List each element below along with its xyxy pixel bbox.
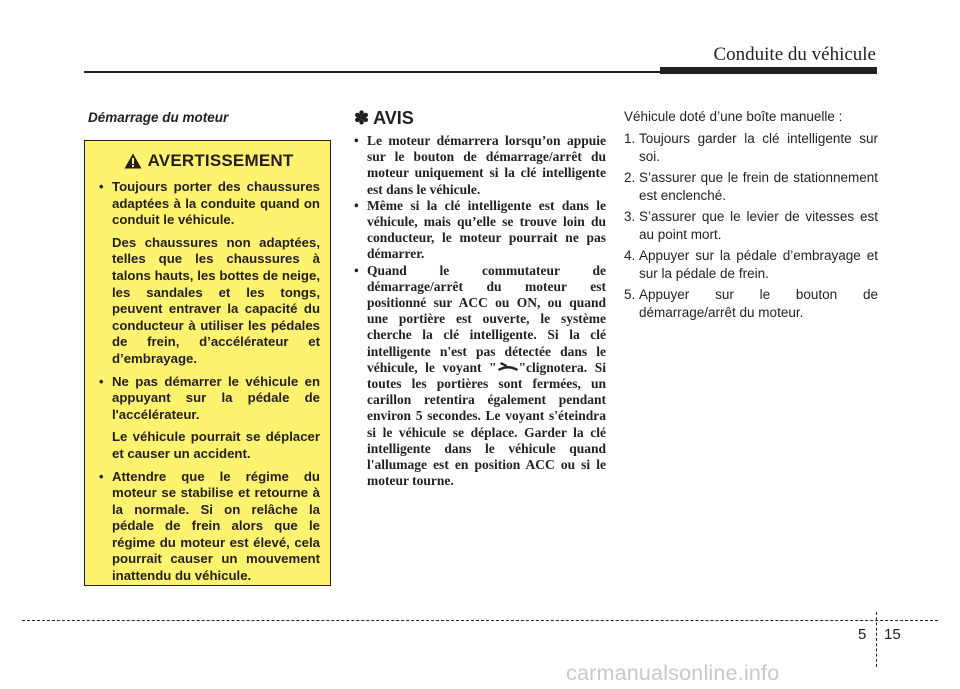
section-title: Démarrage du moteur	[88, 110, 229, 125]
header-rule-accent	[660, 67, 877, 74]
step-item	[624, 169, 878, 205]
step-number: 5.	[624, 287, 636, 302]
step-text: S’assurer que le frein de stationnement est enclenché.	[639, 170, 878, 203]
step-number: 1.	[624, 131, 636, 146]
procedure-steps	[624, 108, 878, 325]
steps-intro: Véhicule doté d’une boîte manuelle :	[624, 109, 843, 124]
warning-paragraph: Des chaussures non adaptées, telles que les chaussures à talons hauts, les bottes de neige, les sandales et les tongs, peuvent entraver la capacité du conducteur à utiliser les pédales de frein, d’accélérateur et d’embrayage.	[112, 234, 320, 366]
notice-item	[354, 133, 606, 198]
warning-paragraph: Le véhicule pourrait se déplacer et causer un accident.	[112, 429, 320, 461]
warning-list	[97, 179, 320, 585]
step-number: 2.	[624, 170, 636, 185]
step-text: Toujours garder la clé intelligente sur soi.	[639, 131, 878, 164]
warning-title: AVERTISSEMENT	[147, 151, 294, 170]
step-item	[624, 208, 878, 244]
bullet: •	[354, 262, 359, 278]
footer-rule	[22, 620, 938, 621]
notice-text-part: "clignotera. Si toutes les portières sont fermées, un carillon retentira également pendant environ 5 secondes. Le voyant s'éteindra si le véhicule se déplace. Garder la clé intelligente dans le véhicule quand l'allumage est en position ACC ou si le moteur tourne.	[367, 359, 606, 489]
bullet: •	[99, 373, 104, 389]
step-item	[624, 247, 878, 283]
step-number: 3.	[624, 209, 636, 224]
notice-item	[354, 263, 606, 490]
notice-text: Même si la clé intelligente est dans le véhicule, mais qu’elle se trouve loin du conducteur, le moteur pourrait ne pas démarrer.	[367, 197, 606, 262]
warning-item	[97, 179, 320, 368]
notice-list	[354, 133, 606, 489]
steps-list	[624, 130, 878, 322]
notice-section	[354, 108, 606, 489]
watermark: carmanualsonline.info	[566, 661, 780, 685]
notice-item	[354, 198, 606, 263]
warning-item	[97, 469, 320, 585]
step-item	[624, 130, 878, 166]
notice-text	[367, 263, 606, 490]
warning-header	[97, 151, 320, 171]
warning-paragraph: Attendre que le régime du moteur se stabilise et retourne à la normale. Si on relâche la pédale de frein alors que le régime du moteur est élevé, cela pourrait causer un mouvement inattendu du véhicule.	[112, 468, 320, 584]
smart-key-warning-icon	[497, 361, 519, 373]
warning-paragraph: Toujours porter des chaussures adaptées à la conduite quand on conduit le véhicule.	[112, 179, 320, 228]
header-rule	[84, 71, 662, 73]
step-text: Appuyer sur la pédale d’embrayage et sur la pédale de frein.	[639, 248, 878, 281]
bullet: •	[99, 468, 104, 484]
warning-box	[84, 140, 331, 586]
notice-symbol-icon: ✽	[354, 108, 370, 128]
notice-title: AVIS	[373, 108, 414, 128]
step-text: Appuyer sur le bouton de démarrage/arrêt du moteur.	[639, 287, 878, 320]
step-item	[624, 286, 878, 322]
page-number: 15	[884, 626, 901, 643]
warning-item	[97, 374, 320, 463]
chapter-number: 5	[858, 626, 867, 643]
notice-text: Le moteur démarrera lorsqu’on appuie sur le bouton de démarrage/arrêt du moteur uniquement si la clé intelligente est dans le véhicule.	[367, 133, 606, 197]
step-number: 4.	[624, 248, 636, 263]
bullet: •	[99, 179, 104, 194]
bullet: •	[354, 197, 359, 213]
notice-text-part: Quand le commutateur de démarrage/arrêt du moteur est positionné sur ACC ou ON, ou quand une portière est ouverte, le système cherche la clé intelligente. Si la clé intelligente n'est pas détectée dans le véhicule, le voyant "	[367, 262, 606, 375]
page-header-title: Conduite du véhicule	[713, 44, 876, 65]
notice-header	[354, 108, 606, 129]
warning-paragraph: Ne pas démarrer le véhicule en appuyant sur la pédale de l'accélérateur.	[112, 373, 320, 422]
step-text: S’assurer que le levier de vitesses est au point mort.	[639, 209, 878, 242]
bullet: •	[354, 133, 359, 148]
warning-triangle-icon	[124, 153, 142, 169]
footer-divider	[876, 612, 877, 667]
